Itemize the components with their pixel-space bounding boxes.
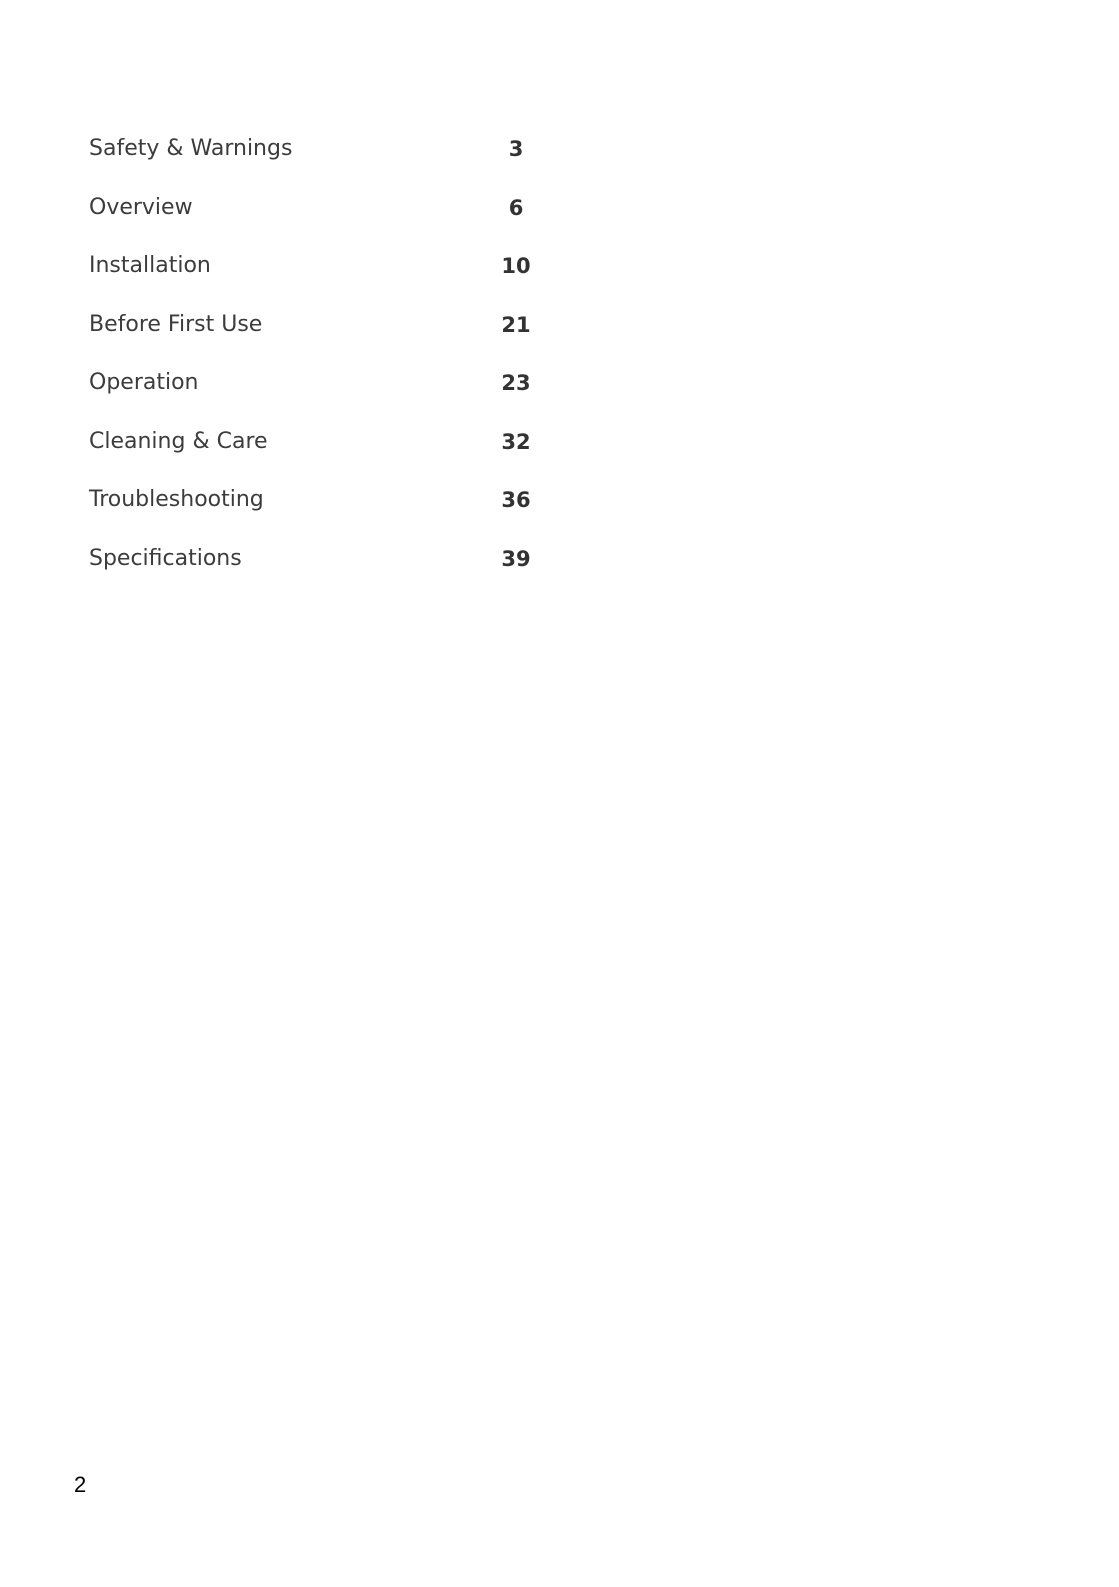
toc-entry-specifications[interactable] xyxy=(89,538,529,597)
toc-entry-title: Troubleshooting xyxy=(89,487,264,512)
table-of-contents xyxy=(89,128,529,596)
toc-entry-title: Overview xyxy=(89,194,193,220)
toc-entry-title: Safety & Warnings xyxy=(89,136,293,161)
toc-entry-title: Specifications xyxy=(89,545,242,571)
toc-entry-page: 6 xyxy=(508,195,524,220)
toc-entry-page: 39 xyxy=(501,546,531,571)
toc-entry-safety-warnings[interactable] xyxy=(89,128,529,187)
toc-entry-cleaning-care[interactable] xyxy=(89,421,529,480)
page-number: 2 xyxy=(74,1472,87,1497)
toc-entry-title: Cleaning & Care xyxy=(89,428,268,454)
toc-entry-page: 36 xyxy=(501,488,531,512)
toc-entry-page: 10 xyxy=(501,254,531,278)
toc-entry-title: Before First Use xyxy=(89,311,263,337)
toc-entry-page: 3 xyxy=(508,137,524,161)
toc-entry-troubleshooting[interactable] xyxy=(89,479,529,538)
toc-entry-overview[interactable] xyxy=(89,187,529,246)
toc-entry-page: 23 xyxy=(501,371,531,395)
toc-entry-installation[interactable] xyxy=(89,245,529,304)
toc-entry-page: 32 xyxy=(501,429,531,454)
toc-entry-operation[interactable] xyxy=(89,362,529,421)
toc-entry-title: Operation xyxy=(89,370,199,395)
toc-entry-title: Installation xyxy=(89,253,211,278)
toc-entry-page: 21 xyxy=(501,312,531,337)
toc-entry-before-first-use[interactable] xyxy=(89,304,529,363)
